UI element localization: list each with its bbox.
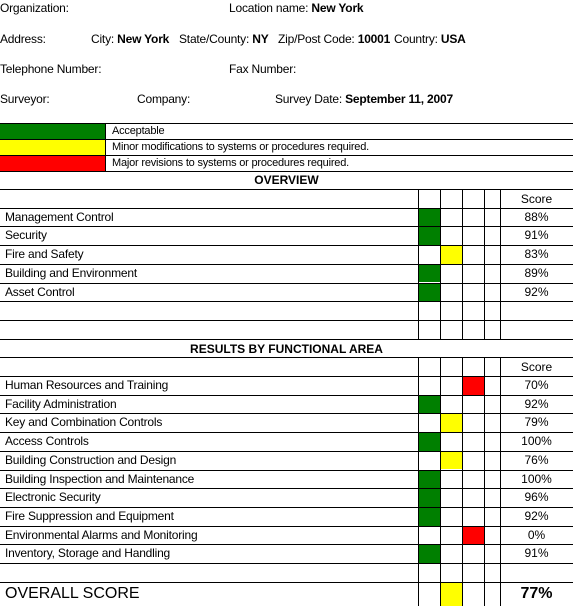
functional-row-score: 92% — [524, 508, 549, 523]
functional-row-score: 0% — [527, 527, 546, 542]
row-divider — [0, 320, 573, 321]
row-divider — [0, 582, 573, 583]
rating-cell-green — [419, 545, 440, 563]
country-value: USA — [440, 32, 466, 46]
functional-row-label: Fire Suppression and Equipment — [5, 508, 174, 523]
survey-date-value: September 11, 2007 — [345, 92, 453, 106]
city-value: New York — [117, 32, 170, 46]
survey-date-label: Survey Date: — [275, 92, 342, 106]
overall-score-value: 77% — [520, 584, 553, 602]
functional-row-label: Key and Combination Controls — [5, 415, 163, 430]
location-field — [229, 1, 363, 15]
overview-row-label: Management Control — [5, 209, 114, 224]
column-divider — [462, 357, 463, 563]
row-divider — [0, 339, 573, 340]
survey-date-field — [275, 92, 453, 106]
location-label: Location name: — [229, 1, 309, 15]
row-divider — [0, 395, 573, 396]
column-divider — [500, 357, 501, 563]
functional-row-label: Building Inspection and Maintenance — [5, 471, 195, 486]
state-value: NY — [252, 32, 269, 46]
functional-row-label: Human Resources and Training — [5, 378, 169, 392]
organization-label: Organization: — [0, 1, 69, 15]
functional-title: RESULTS BY FUNCTIONAL AREA — [190, 341, 383, 356]
column-divider — [440, 357, 441, 563]
functional-row-score: 76% — [524, 452, 549, 467]
overview-title: OVERVIEW — [254, 173, 319, 187]
row-divider — [0, 544, 573, 545]
rating-cell-red — [463, 377, 484, 395]
row-divider — [0, 208, 573, 209]
location-value: New York — [311, 1, 364, 15]
row-divider — [0, 245, 573, 246]
zip-label: Zip/Post Code: — [278, 32, 355, 46]
column-divider — [500, 563, 501, 606]
country-label: Country: — [394, 32, 438, 46]
legend-swatch-red — [0, 156, 106, 171]
legend-row-minor — [0, 139, 573, 155]
functional-row-label: Facility Administration — [5, 396, 117, 411]
row-divider — [0, 507, 573, 508]
functional-row-score: 91% — [524, 546, 549, 561]
overview-row-label: Fire and Safety — [5, 247, 84, 262]
functional-row-label: Access Controls — [5, 434, 89, 449]
legend-label: Major revisions to systems or procedures required. — [112, 157, 349, 169]
functional-row-label: Environmental Alarms and Monitoring — [5, 527, 198, 542]
column-divider — [500, 189, 501, 339]
rating-cell-green — [419, 227, 440, 245]
functional-row-score: 96% — [524, 490, 549, 505]
legend-label: Minor modifications to systems or procedures required. — [112, 141, 369, 153]
functional-row-label: Inventory, Storage and Handling — [5, 546, 171, 561]
functional-score-header: Score — [520, 360, 553, 375]
state-field — [179, 32, 269, 46]
rating-cell-green — [419, 489, 440, 507]
rating-cell-yellow — [441, 583, 462, 606]
row-divider — [0, 526, 573, 527]
rating-cell-yellow — [441, 414, 462, 432]
zip-field — [278, 32, 390, 46]
row-divider — [0, 413, 573, 414]
surveyor-label: Surveyor: — [0, 92, 50, 106]
rating-cell-red — [463, 527, 484, 545]
address-label: Address: — [0, 32, 46, 46]
row-divider — [0, 563, 573, 564]
row-divider — [0, 283, 573, 284]
rating-cell-yellow — [441, 452, 462, 470]
functional-row-score: 70% — [524, 378, 549, 392]
state-label: State/County: — [179, 32, 250, 46]
column-divider — [440, 189, 441, 339]
fax-label: Fax Number: — [229, 62, 297, 76]
rating-cell-green — [419, 471, 440, 489]
overview-row-score: 83% — [524, 247, 549, 262]
row-divider — [0, 301, 573, 302]
overview-row-label: Asset Control — [5, 284, 75, 299]
row-divider — [0, 376, 573, 377]
overview-row-label: Building and Environment — [5, 265, 137, 280]
column-divider — [484, 563, 485, 606]
functional-row-label: Electronic Security — [5, 490, 101, 505]
row-divider — [0, 264, 573, 265]
functional-row-score: 79% — [524, 415, 549, 430]
legend-row-major — [0, 155, 573, 172]
column-divider — [484, 189, 485, 339]
overview-score-header: Score — [520, 192, 553, 206]
overall-score-label: OVERALL SCORE — [5, 584, 140, 602]
functional-row-score: 100% — [521, 471, 552, 486]
functional-row-score: 100% — [521, 434, 552, 449]
column-divider — [418, 357, 419, 563]
rating-cell-green — [419, 209, 440, 227]
legend-label: Acceptable — [112, 125, 165, 137]
rating-cell-green — [419, 265, 440, 283]
overview-row-score: 88% — [524, 209, 549, 224]
row-divider — [0, 451, 573, 452]
overview-row-label: Security — [5, 228, 47, 243]
column-divider — [418, 189, 419, 339]
column-divider — [440, 563, 441, 606]
row-divider — [0, 470, 573, 471]
legend-swatch-yellow — [0, 140, 106, 155]
functional-row-label: Building Construction and Design — [5, 452, 177, 467]
overview-row-score: 92% — [524, 284, 549, 299]
overview-row-score: 91% — [524, 228, 549, 243]
column-divider — [462, 563, 463, 606]
column-divider — [484, 357, 485, 563]
city-field — [91, 32, 169, 46]
functional-row-score: 92% — [524, 396, 549, 411]
legend-swatch-green — [0, 124, 106, 139]
row-divider — [0, 357, 573, 358]
column-divider — [462, 189, 463, 339]
city-label: City: — [91, 32, 115, 46]
row-divider — [0, 432, 573, 433]
rating-cell-yellow — [441, 246, 462, 264]
row-divider — [0, 189, 573, 190]
legend-row-acceptable — [0, 123, 573, 139]
row-divider — [0, 226, 573, 227]
rating-cell-green — [419, 508, 440, 526]
rating-cell-green — [419, 433, 440, 451]
legend — [0, 123, 573, 172]
overview-row-score: 89% — [524, 265, 549, 280]
telephone-label: Telephone Number: — [0, 62, 102, 76]
company-label: Company: — [137, 92, 191, 106]
country-field — [394, 32, 466, 46]
column-divider — [418, 563, 419, 606]
zip-value: 10001 — [357, 32, 391, 46]
rating-cell-green — [419, 396, 440, 414]
rating-cell-green — [419, 284, 440, 302]
row-divider — [0, 488, 573, 489]
